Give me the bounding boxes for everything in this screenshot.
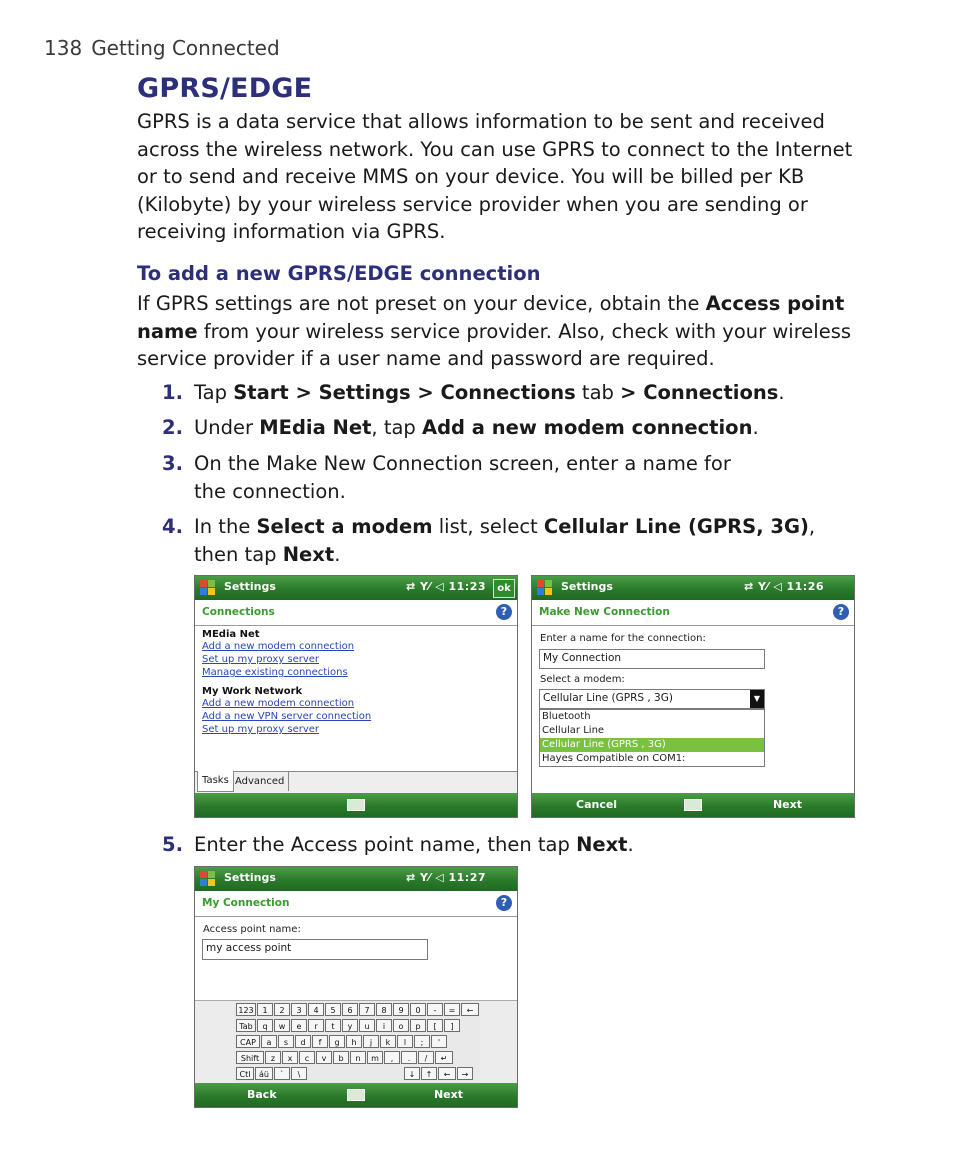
status-icons: ⇄ Y⁄ ◁ 11:23 — [406, 580, 486, 593]
on-screen-keyboard — [234, 1001, 480, 1083]
keyboard-key[interactable]: n — [350, 1051, 366, 1064]
keyboard-key[interactable]: w — [274, 1019, 290, 1032]
title-bar — [532, 576, 854, 600]
section-name: Getting Connected — [91, 36, 280, 60]
keyboard-key[interactable]: Ctl — [236, 1067, 254, 1080]
keyboard-key[interactable]: 6 — [342, 1003, 358, 1016]
keyboard-key[interactable]: ← — [438, 1067, 456, 1080]
next-soft-key[interactable]: Next — [772, 798, 802, 811]
step-number: 4. — [162, 515, 183, 538]
running-header — [44, 36, 280, 60]
keyboard-key[interactable]: ↓ — [404, 1067, 420, 1080]
keyboard-key[interactable]: ↑ — [421, 1067, 437, 1080]
help-icon[interactable]: ? — [496, 604, 512, 620]
screenshot-access-point — [194, 866, 518, 1108]
header-title: Connections — [202, 606, 275, 618]
keyboard-key[interactable]: a — [261, 1035, 277, 1048]
option-cellular-line[interactable]: Cellular Line — [542, 725, 605, 736]
keyboard-key[interactable]: p — [410, 1019, 426, 1032]
link-add-modem-connection[interactable]: Add a new modem connection — [202, 641, 355, 652]
keyboard-key[interactable]: s — [278, 1035, 294, 1048]
keyboard-key[interactable]: ` — [274, 1067, 290, 1080]
keyboard-key[interactable]: / — [418, 1051, 434, 1064]
para2-text: If GPRS settings are not preset on your device, obtain the — [137, 292, 706, 315]
keyboard-key[interactable]: 2 — [274, 1003, 290, 1016]
keyboard-icon[interactable] — [347, 1089, 365, 1101]
windows-logo-icon[interactable] — [199, 870, 217, 888]
keyboard-key[interactable]: 4 — [308, 1003, 324, 1016]
keyboard-key[interactable]: 1 — [257, 1003, 273, 1016]
section-title: GPRS/EDGE — [137, 73, 313, 104]
keyboard-key[interactable]: g — [329, 1035, 345, 1048]
group-media-net: MEdia Net — [202, 629, 260, 640]
keyboard-key[interactable]: e — [291, 1019, 307, 1032]
clock: 11:27 — [448, 871, 486, 884]
keyboard-key[interactable]: m — [367, 1051, 383, 1064]
ok-button[interactable]: ok — [493, 579, 515, 598]
keyboard-key[interactable]: 8 — [376, 1003, 392, 1016]
option-hayes-com1[interactable]: Hayes Compatible on COM1: — [542, 753, 686, 764]
keyboard-key[interactable]: , — [384, 1051, 400, 1064]
keyboard-key[interactable]: k — [380, 1035, 396, 1048]
link-manage-connections[interactable]: Manage existing connections — [202, 667, 348, 678]
app-title: Settings — [561, 580, 613, 593]
step-number: 2. — [162, 416, 183, 439]
keyboard-key[interactable]: 5 — [325, 1003, 341, 1016]
status-icons: ⇄ Y⁄ ◁ 11:27 — [406, 871, 486, 884]
keyboard-key[interactable]: z — [265, 1051, 281, 1064]
app-title: Settings — [224, 871, 276, 884]
keyboard-key[interactable]: r — [308, 1019, 324, 1032]
connection-name-input[interactable]: My Connection — [539, 649, 765, 669]
soft-key-bar — [532, 793, 854, 817]
link-setup-proxy-work[interactable]: Set up my proxy server — [202, 724, 320, 735]
keyboard-key[interactable]: c — [299, 1051, 315, 1064]
help-icon[interactable]: ? — [833, 604, 849, 620]
link-add-vpn[interactable]: Add a new VPN server connection — [202, 711, 372, 722]
title-bar — [195, 576, 517, 600]
title-bar — [195, 867, 517, 891]
keyboard-key[interactable]: ; — [414, 1035, 430, 1048]
keyboard-key[interactable]: v — [316, 1051, 332, 1064]
tab-tasks[interactable]: Tasks — [197, 771, 234, 792]
keyboard-key[interactable]: j — [363, 1035, 379, 1048]
keyboard-key[interactable]: - — [427, 1003, 443, 1016]
keyboard-key[interactable]: ' — [431, 1035, 447, 1048]
keyboard-key[interactable]: t — [325, 1019, 341, 1032]
help-icon[interactable]: ? — [496, 895, 512, 911]
windows-logo-icon[interactable] — [199, 579, 217, 597]
keyboard-key[interactable]: y — [342, 1019, 358, 1032]
keyboard-key[interactable]: 0 — [410, 1003, 426, 1016]
keyboard-icon[interactable] — [347, 799, 365, 811]
app-title: Settings — [224, 580, 276, 593]
soft-key-bar — [195, 1083, 517, 1107]
access-point-input[interactable]: my access point — [202, 939, 428, 960]
cancel-soft-key[interactable]: Cancel — [576, 798, 618, 811]
windows-logo-icon[interactable] — [536, 579, 554, 597]
group-work-network: My Work Network — [202, 686, 303, 697]
screenshot-connections — [194, 575, 518, 818]
keyboard-key[interactable]: → — [457, 1067, 473, 1080]
page-number: 138 — [44, 36, 83, 60]
modem-label: Select a modem: — [540, 674, 625, 685]
keyboard-key[interactable]: i — [376, 1019, 392, 1032]
keyboard-key[interactable]: = — [444, 1003, 460, 1016]
keyboard-key[interactable]: x — [282, 1051, 298, 1064]
header-title: My Connection — [202, 897, 290, 909]
option-bluetooth[interactable]: Bluetooth — [542, 711, 591, 722]
keyboard-key[interactable]: f — [312, 1035, 328, 1048]
keyboard-key[interactable]: ] — [444, 1019, 460, 1032]
keyboard-key[interactable]: b — [333, 1051, 349, 1064]
keyboard-key[interactable]: 123 — [236, 1003, 256, 1016]
step-number: 5. — [162, 833, 183, 856]
link-add-modem-connection-work[interactable]: Add a new modem connection — [202, 698, 355, 709]
next-soft-key[interactable]: Next — [433, 1088, 463, 1101]
step-text: In the Select a modem list, select Cellular Line (GPRS, 3G), then tap Next. — [194, 515, 816, 566]
keyboard-key[interactable]: Shift — [236, 1051, 264, 1064]
screen-header — [195, 891, 517, 917]
step-text: Under MEdia Net, tap Add a new modem connection. — [194, 416, 759, 439]
para2-bold: Access point name — [137, 292, 845, 343]
step-number: 1. — [162, 381, 183, 404]
clock: 11:23 — [448, 580, 486, 593]
tab-advanced[interactable]: Advanced — [231, 772, 289, 791]
connections-list — [202, 629, 371, 735]
back-soft-key[interactable]: Back — [247, 1088, 277, 1101]
keyboard-key[interactable]: u — [359, 1019, 375, 1032]
prerequisite-paragraph — [137, 290, 857, 373]
step-text: Tap Start > Settings > Connections tab > Connections. — [194, 381, 785, 404]
apn-label: Access point name: — [203, 924, 301, 935]
intro-paragraph: GPRS is a data service that allows information to be sent and received across the wireless network. You can use GPRS to connect to the Internet or to send and receive MMS on your device. You will be billed per KB (Kilobyte) by your wireless service provider when you are sending or receiving information via GPRS. — [137, 110, 853, 243]
keyboard-key[interactable]: d — [295, 1035, 311, 1048]
keyboard-key[interactable]: Tab — [236, 1019, 256, 1032]
keyboard-key[interactable]: ← — [461, 1003, 479, 1016]
keyboard-key[interactable]: h — [346, 1035, 362, 1048]
keyboard-key[interactable]: CAP — [236, 1035, 260, 1048]
procedure-heading: To add a new GPRS/EDGE connection — [137, 262, 541, 285]
header-title: Make New Connection — [539, 606, 670, 618]
keyboard-key[interactable]: áü — [255, 1067, 273, 1080]
keyboard-key[interactable]: o — [393, 1019, 409, 1032]
keyboard-key[interactable]: 7 — [359, 1003, 375, 1016]
keyboard-key[interactable]: . — [401, 1051, 417, 1064]
status-icons: ⇄ Y⁄ ◁ 11:26 — [744, 580, 824, 593]
name-label: Enter a name for the connection: — [540, 633, 706, 644]
keyboard-key[interactable]: l — [397, 1035, 413, 1048]
modem-dropdown-list — [539, 709, 765, 767]
link-setup-proxy[interactable]: Set up my proxy server — [202, 654, 320, 665]
option-cellular-gprs-3g[interactable]: Cellular Line (GPRS , 3G) — [540, 738, 764, 752]
soft-key-bar — [195, 793, 517, 817]
screen-header — [195, 600, 517, 626]
modem-selected-value: Cellular Line (GPRS , 3G) — [543, 692, 673, 704]
keyboard-key[interactable]: [ — [427, 1019, 443, 1032]
screenshot-make-new-connection — [531, 575, 855, 818]
dropdown-arrow-icon[interactable]: ▼ — [750, 690, 764, 708]
keyboard-key[interactable]: \ — [291, 1067, 307, 1080]
keyboard-icon[interactable] — [684, 799, 702, 811]
step-text: Enter the Access point name, then tap Next. — [194, 833, 634, 856]
step-number: 3. — [162, 452, 183, 475]
screen-header — [532, 600, 854, 626]
tab-strip — [195, 771, 517, 794]
para2-text-end: from your wireless service provider. Also, check with your wireless service provider if a user name and password are required. — [137, 319, 852, 370]
keyboard-key[interactable]: q — [257, 1019, 273, 1032]
step-text: On the Make New Connection screen, enter a name for the connection. — [194, 452, 731, 503]
clock: 11:26 — [786, 580, 824, 593]
keyboard-key[interactable]: 9 — [393, 1003, 409, 1016]
modem-select[interactable] — [539, 689, 765, 709]
keyboard-key[interactable]: 3 — [291, 1003, 307, 1016]
keyboard-key[interactable]: ↵ — [435, 1051, 453, 1064]
